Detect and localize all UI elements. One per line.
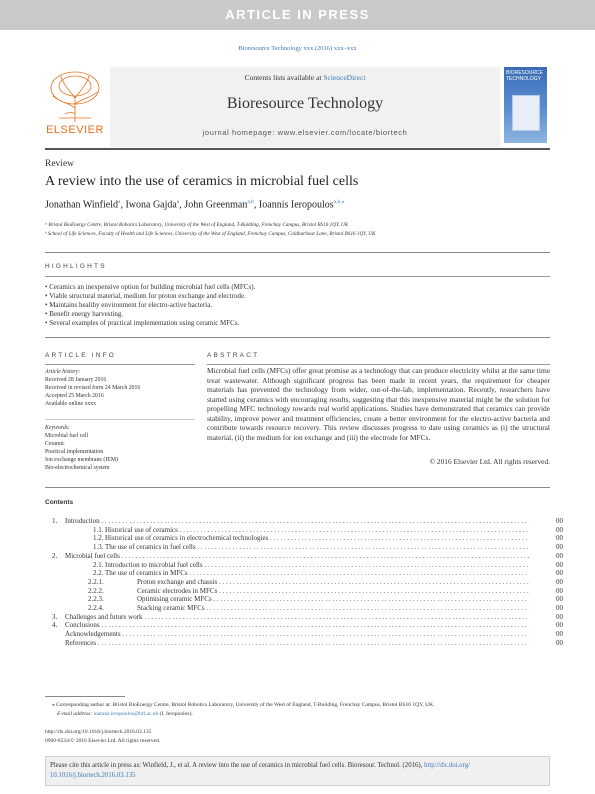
toc-entry[interactable] [45, 569, 563, 578]
toc-number: 1. [52, 517, 58, 525]
abstract-heading: ABSTRACT [207, 352, 260, 359]
toc-title: Historical use of ceramics in electrochemical technologies . . . [105, 534, 529, 543]
toc-page-number: 00 [556, 551, 563, 560]
toc-page-number: 00 [556, 604, 563, 612]
toc-number: 1.3. [93, 543, 104, 552]
author-affil-sup[interactable]: a,b [247, 199, 254, 205]
elsevier-wordmark: ELSEVIER [46, 124, 104, 136]
toc-title: References . . . [65, 639, 529, 648]
highlight-item: • Benefit energy harvesting. [45, 310, 124, 318]
section-divider [45, 252, 550, 253]
toc-entry[interactable] [45, 578, 563, 587]
toc-entry[interactable] [45, 543, 563, 552]
journal-cover-thumbnail [504, 67, 547, 143]
author-name: John Greenman [184, 199, 248, 211]
toc-page-number: 00 [556, 525, 563, 534]
abstract-text: Microbial fuel cells (MFCs) offer great promise as a technology that can produce electricity whilst at the same time treat wastewater. Although significant progress has been made in recent years, the requirement for cheaper materials has prevented the technology from wider, out-of-the-lab, implementation. Recently, researchers have started using ceramics with encouraging results, suggesting that this inexpensive material might be the solution for propelling MFC technology towards real world applications. Studies have demonstrated that ceramics can provide stability, improve power and treatment efficiencies, create a better environment for the electro-active bacteria and contribute towards resource recovery. This review discusses progress to date using ceramics as (i) the structural material, (ii) the medium for ion exchange and (iii) the electrode for MFCs. [207, 366, 550, 442]
sciencedirect-link[interactable]: ScienceDirect [323, 73, 366, 82]
article-info-rule [45, 364, 195, 365]
toc-page-number: 00 [556, 612, 563, 621]
author-name: Jonathan Winfield [45, 199, 119, 211]
toc-page-number: 00 [556, 630, 563, 639]
toc-title: Stacking ceramic MFCs . . . [137, 604, 529, 613]
history-item: Available online xxxx [45, 401, 97, 407]
toc-entry[interactable] [45, 630, 563, 639]
toc-title: Ceramic electrodes in MFCs . . . [137, 587, 529, 596]
author-affil-sup[interactable]: a,b,⁎ [333, 199, 345, 205]
footnote-rule [45, 696, 125, 697]
keyword-item: Practical implementation [45, 449, 104, 455]
abstract-rule [207, 364, 550, 365]
toc-page-number: 00 [556, 569, 563, 578]
keyword-item: Microbial fuel cell [45, 433, 89, 439]
highlight-item: • Viable structural material, medium for proton exchange and electrode. [45, 292, 246, 300]
section-divider [45, 487, 550, 488]
toc-entry[interactable] [45, 517, 563, 526]
source-line[interactable]: Bioresource Technology xxx (2016) xxx–xxx [238, 45, 357, 52]
journal-title: Bioresource Technology [226, 95, 384, 112]
toc-title: The use of ceramics in fuel cells . . . [105, 543, 529, 552]
toc-page-number: 00 [556, 586, 563, 595]
toc-page-number: 00 [556, 577, 563, 586]
toc-page-number: 00 [556, 543, 563, 552]
history-item: Received in revised form 24 March 2016 [45, 385, 141, 391]
toc-number: 4. [52, 621, 58, 630]
toc-entry[interactable] [45, 604, 563, 613]
toc-title: Acknowledgements . . . [65, 630, 529, 639]
journal-homepage-link[interactable]: www.elsevier.com/locate/biortech [277, 128, 408, 137]
toc-entry[interactable] [45, 561, 563, 570]
email-link[interactable]: ioannis.ieropoulos@brl.ac.uk [93, 711, 159, 717]
citation-link[interactable]: http://dx.doi.org/ [424, 762, 471, 769]
toc-number: 2.2. [93, 569, 104, 578]
toc-title: Conclusions . . . [65, 621, 529, 630]
toc-page-number: 00 [556, 621, 563, 630]
author-affil-sup[interactable]: a [176, 199, 180, 205]
toc-page-number: 00 [556, 638, 563, 647]
affiliation-a: ᵃ Bristol BioEnergy Centre, Bristol Robotics Laboratory, University of the West of England, T-Building, Frenchay Campus, Bristol BS16 1QY, UK [45, 222, 349, 228]
toc-number: 2.1. [93, 560, 104, 569]
author-name: Ioannis Ieropoulos [258, 199, 334, 211]
toc-number: 2. [52, 551, 58, 560]
journal-homepage: journal homepage: www.elsevier.com/locate/biortech [202, 128, 408, 137]
citation-box [45, 756, 550, 786]
highlight-item: • Ceramics an inexpensive option for building microbial fuel cells (MFCs). [45, 283, 256, 291]
keyword-item: Bio-electrochemical system [45, 465, 110, 471]
toc-number: 3. [52, 612, 58, 621]
toc-number: 2.2.4. [88, 604, 104, 612]
author-name: Iwona Gajda [125, 199, 177, 211]
toc-page-number: 00 [556, 534, 563, 543]
header-divider [45, 148, 550, 150]
toc-number: 2.2.3. [88, 595, 104, 604]
issn-line: 0960-8524/© 2016 Elsevier Ltd. All rights reserved. [45, 738, 161, 744]
highlights-rule [45, 276, 550, 277]
toc-title: Proton exchange and chassis . . . [137, 578, 529, 587]
highlights-heading: HIGHLIGHTS [45, 263, 107, 270]
contents-heading: Contents [45, 499, 74, 506]
toc-number: 1.2. [93, 534, 104, 543]
history-item: Received 28 January 2016 [45, 377, 107, 383]
article-type: Review [45, 159, 75, 169]
email-line: E-mail address: ioannis.ieropoulos@brl.ac.uk (I. Ieropoulos). [57, 711, 193, 717]
toc-number: 2.2.2. [88, 586, 104, 595]
toc-entry[interactable] [45, 639, 563, 648]
toc-entry[interactable] [45, 552, 563, 561]
cover-image [512, 95, 540, 131]
keywords-label: Keywords: [45, 425, 70, 431]
toc-page-number: 00 [556, 517, 563, 525]
toc-title: Challenges and future work . . . [65, 613, 529, 622]
citation-text: Please cite this article in press as: Winfield, J., et al. A review into the use of ceramics in microbial fuel cells. Bioresour. Technol. (2016), [50, 762, 425, 769]
toc-title: Introduction to microbial fuel cells . . . [105, 561, 529, 570]
highlight-item: • Maintains healthy environment for electro-active bacteria. [45, 301, 213, 309]
keyword-item: Ceramic [45, 441, 65, 447]
toc-page-number: 00 [556, 595, 563, 604]
author-affil-sup[interactable]: a [118, 199, 121, 205]
toc-title: Optimising ceramic MFCs . . . [137, 595, 529, 604]
highlight-item: • Several examples of practical implementation using ceramic MFCs. [45, 319, 240, 327]
toc-title: Microbial fuel cells . . . [65, 552, 529, 561]
toc-number: 1.1. [93, 525, 104, 534]
toc-entry[interactable] [45, 595, 563, 604]
affiliation-b: ᵇ School of Life Sciences, Faculty of Health and Life Sciences, University of the West of England, Frenchay Campus, Coldharbour Lane, Bristol BS16 1QY, UK [45, 231, 376, 237]
toc-entry[interactable] [45, 534, 563, 543]
contents-available-line: Contents lists available at ScienceDirect [244, 73, 366, 82]
toc-entry[interactable] [45, 526, 563, 535]
section-divider [45, 337, 550, 338]
copyright-notice: © 2016 Elsevier Ltd. All rights reserved. [429, 457, 550, 466]
keyword-item: Ion exchange membrane (IEM) [45, 457, 118, 463]
doi-link[interactable]: http://dx.doi.org/10.1016/j.biortech.2016.03.135 [45, 729, 152, 735]
toc-title: Historical use of ceramics . . . [105, 526, 529, 535]
toc-entry[interactable] [45, 587, 563, 596]
corresponding-author-note: ⁎ Corresponding author at: Bristol BioEnergy Centre, Bristol Robotics Laboratory, University of the West of England, T-Building, Frenchay Campus, Bristol BS16 1QY, UK. [52, 702, 435, 708]
article-history-label: Article history: [45, 369, 81, 375]
toc-title: Introduction . . . [65, 517, 529, 526]
keywords-rule [45, 419, 195, 420]
toc-title: The use of ceramics in MFCs . . . [105, 569, 529, 578]
toc-number: 2.2.1. [88, 577, 104, 586]
toc-entry[interactable] [45, 621, 563, 630]
toc-entry[interactable] [45, 613, 563, 622]
article-title: A review into the use of ceramics in microbial fuel cells [45, 174, 359, 189]
history-item: Accepted 25 March 2016 [45, 393, 104, 399]
article-info-heading: ARTICLE INFO [45, 352, 117, 359]
article-in-press-banner: ARTICLE IN PRESS [0, 0, 595, 30]
cover-title: BIORESOURCE TECHNOLOGY [506, 70, 543, 82]
author-list: Jonathan Winfield$^a$, Iwona Gajda$^a$, John Greenman$^{a,b}$, Ioannis Ieropoulos$^{a,b,⁎}$ [45, 199, 345, 211]
toc-page-number: 00 [556, 560, 563, 569]
citation-doi-link[interactable]: 10.1016/j.biortech.2016.03.135 [50, 772, 136, 779]
